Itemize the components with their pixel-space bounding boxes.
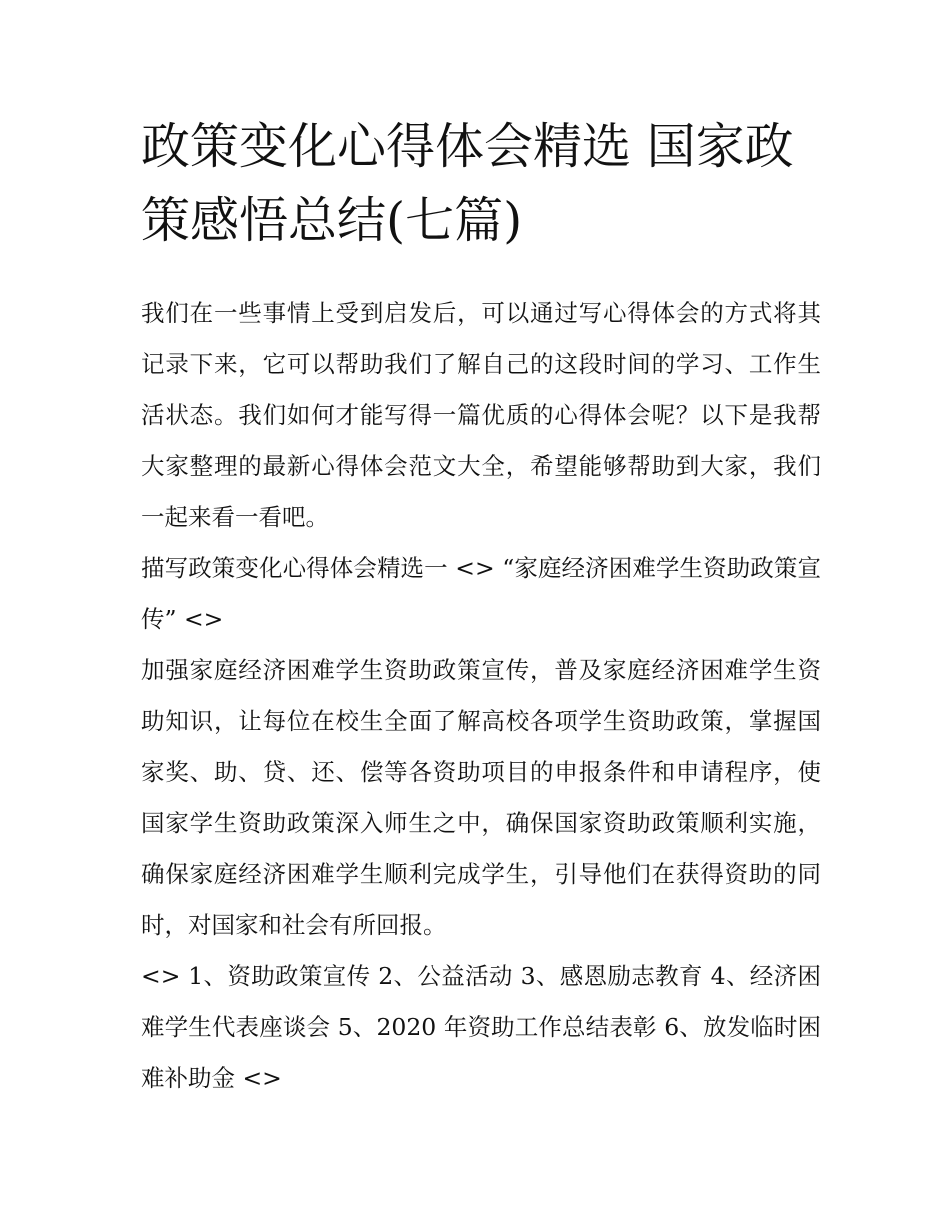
document-title: 政策变化心得体会精选 国家政策感悟总结(七篇): [141, 118, 794, 249]
body-paragraph: 加强家庭经济困难学生资助政策宣传，普及家庭经济困难学生资助知识，让每位在校生全面了解高校各项学生资助政策，掌握国家奖、助、贷、还、偿等各资助项目的申报条件和申请程序，使国家学生资助政策深入师生之中，确保国家资助政策顺利实施，确保家庭经济困难学生顺利完成学生，引导他们在获得资助的同时，对国家和社会有所回报。: [141, 656, 821, 939]
activity-list-paragraph: <> 1、资助政策宣传 2、公益活动 3、感恩励志教育 4、经济困难学生代表座谈会 5、2020 年资助工作总结表彰 6、放发临时困难补助金 <>: [141, 962, 821, 1092]
intro-paragraph: 我们在一些事情上受到启发后，可以通过写心得体会的方式将其记录下来，它可以帮助我们了解自己的这段时间的学习、工作生活状态。我们如何才能写得一篇优质的心得体会呢？以下是我帮大家整理的最新心得体会范文大全，希望能够帮助到大家，我们一起来看一看吧。: [141, 299, 821, 531]
document-body: [141, 110, 821, 1104]
section-heading: 描写政策变化心得体会精选一 <> “家庭经济困难学生资助政策宣传” <>: [141, 554, 821, 633]
